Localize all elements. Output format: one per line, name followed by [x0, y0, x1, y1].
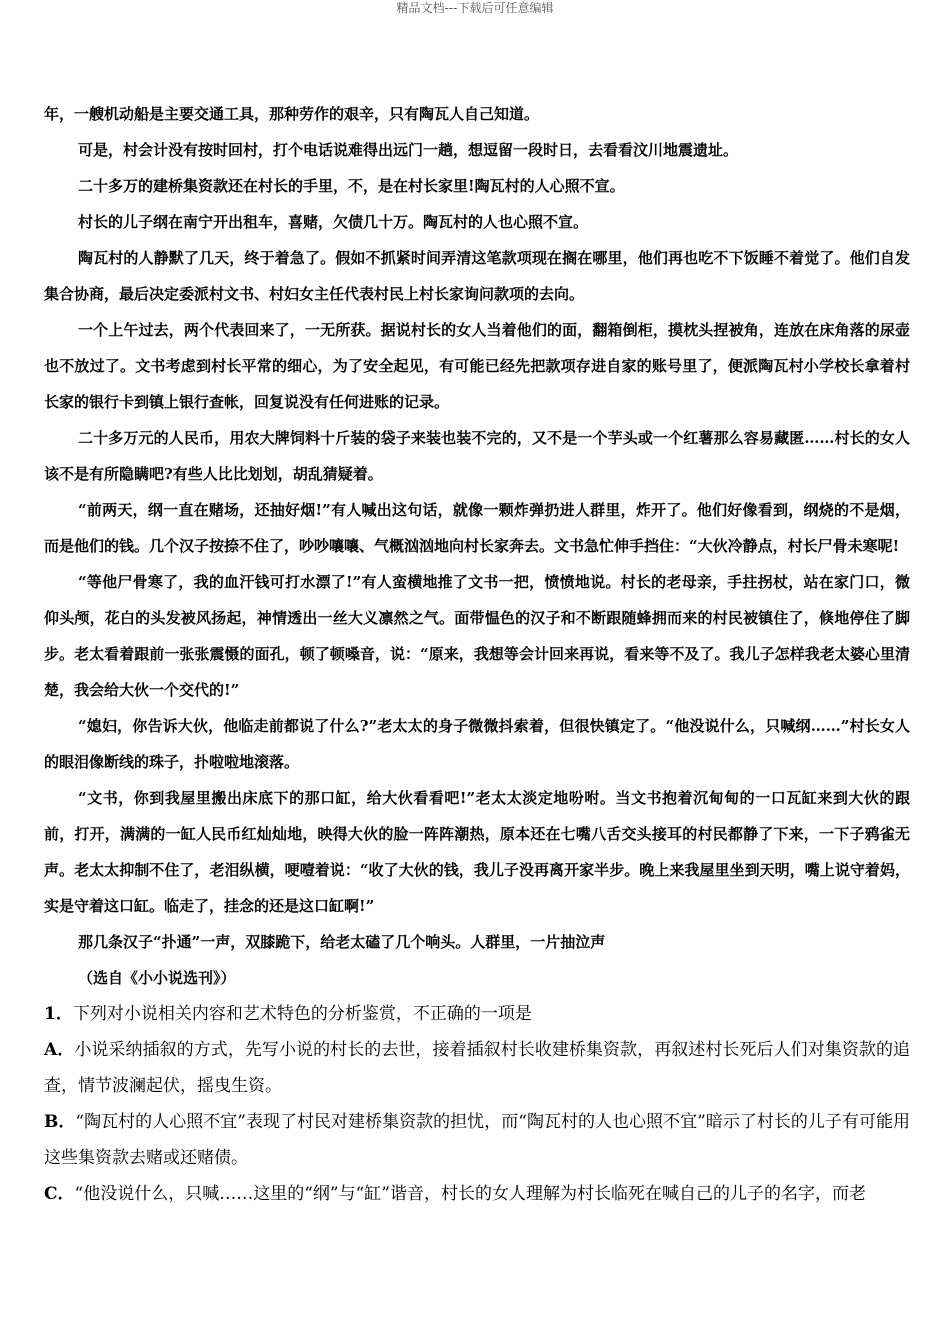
option-label: A．: [44, 1040, 75, 1060]
option-label: C．: [44, 1184, 75, 1204]
story-paragraph: 陶瓦村的人静默了几天，终于着急了。假如不抓紧时间弄清这笔款项现在搁在哪里，他们再也吃不下饭睡不着觉了。他们自发集合协商，最后决定委派村文书、村妇女主任代表村民上村长家询问款项的去向。: [44, 249, 910, 303]
question-number: 1．: [44, 1004, 73, 1024]
option-a: [44, 1032, 910, 1104]
story-source: （选自《小小说选刊》）: [78, 969, 236, 987]
questions-section: [44, 996, 910, 1212]
story-text: [44, 96, 910, 996]
option-text: “他没说什么，只喊……这里的“纲”与“缸”谐音，村长的女人理解为村长临死在喊自己的儿子的名字，而老: [74, 1184, 866, 1204]
story-paragraph: “文书，你到我屋里搬出床底下的那口缸，给大伙看看吧!”老太太淡定地吩咐。当文书抱着沉甸甸的一口瓦缸来到大伙的跟前，打开，满满的一缸人民币红灿灿地，映得大伙的脸一阵阵潮热，原本还在七嘴八舌交头接耳的村民都静了下来，一下子鸦雀无声。老太太抑制不住了，老泪纵横，哽噎着说：“收了大伙的钱，我儿子没再离开家半步。晚上来我屋里坐到天明，嘴上说守着妈，实是守着这口缸。临走了，挂念的还是这口缸啊!”: [44, 789, 910, 915]
option-text: “陶瓦村的人心照不宜”表现了村民对建桥集资款的担忧，而“陶瓦村的人也心照不宜”暗示了村长的儿子有可能用这些集资款去赌或还赌债。: [44, 1112, 910, 1168]
story-paragraph: “媳妇，你告诉大伙，他临走前都说了什么?”老太太的身子微微抖索着，但很快镇定了。“他没说什么，只喊纲……”村长女人的眼泪像断线的珠子，扑啦啦地滚落。: [44, 717, 910, 771]
option-b: [44, 1104, 910, 1176]
question-stem: 下列对小说相关内容和艺术特色的分析鉴赏，不正确的一项是: [72, 1004, 532, 1024]
option-label: B．: [44, 1112, 76, 1132]
story-paragraph: 年，一艘机动船是主要交通工具，那种劳作的艰辛，只有陶瓦人自己知道。: [44, 105, 540, 123]
story-paragraph: 那几条汉子“扑通”一声，双膝跪下，给老太磕了几个响头。人群里，一片抽泣声: [78, 933, 606, 951]
story-paragraph: 二十多万的建桥集资款还在村长的手里，不，是在村长家里!陶瓦村的人心照不宣。: [78, 177, 625, 195]
story-paragraph: 一个上午过去，两个代表回来了，一无所获。据说村长的女人当着他们的面，翻箱倒柜，摸枕头捏被角，连放在床角落的尿壶也不放过了。文书考虑到村长平常的细心，为了安全起见，有可能已经先把款项存进自家的账号里了，便派陶瓦村小学校长拿着村长家的银行卡到镇上银行查帐，回复说没有任何进账的记录。: [44, 321, 910, 411]
story-paragraph: “前两天，纲一直在赌场，还抽好烟!”有人喊出这句话，就像一颗炸弹扔进人群里，炸开了。他们好像看到，纲烧的不是烟，而是他们的钱。几个汉子按捺不住了，吵吵嚷嚷、气概汹汹地向村长家奔去。文书急忙伸手挡住：“大伙冷静点，村长尸骨未寒呢!: [44, 501, 910, 555]
document-body: [44, 96, 910, 1212]
story-paragraph: 村长的儿子纲在南宁开出租车，喜赌，欠债几十万。陶瓦村的人也心照不宣。: [78, 213, 589, 231]
story-paragraph: 二十多万元的人民币，用农大牌饲料十斤装的袋子来装也装不完的，又不是一个芋头或一个红薯那么容易藏匿……村长的女人该不是有所隐瞒吧?有些人比比划划，胡乱猜疑着。: [44, 429, 910, 483]
option-c: [44, 1176, 910, 1212]
page-header-watermark: 精品文档---下载后可任意编辑: [396, 1, 554, 15]
story-paragraph: “等他尸骨寒了，我的血汗钱可打水漂了!”有人蛮横地推了文书一把，愤愤地说。村长的老母亲，手拄拐杖，站在家门口，微仰头颅，花白的头发被风扬起，神情透出一丝大义凛然之气。面带愠色的汉子和不断跟随蜂拥而来的村民被镇住了，倏地停住了脚步。老太看着跟前一张张震慑的面孔，顿了顿嗓音，说：“原来，我想等会计回来再说，看来等不及了。我儿子怎样我老太婆心里清楚，我会给大伙一个交代的!”: [44, 573, 910, 699]
question-1: [44, 996, 910, 1032]
story-paragraph: 可是，村会计没有按时回村，打个电话说难得出远门一趟，想逗留一段时日，去看看汶川地震遗址。: [78, 141, 739, 159]
option-text: 小说采纳插叙的方式，先写小说的村长的去世，接着插叙村长收建桥集资款，再叙述村长死后人们对集资款的追查，情节波澜起伏，摇曳生资。: [44, 1040, 910, 1096]
